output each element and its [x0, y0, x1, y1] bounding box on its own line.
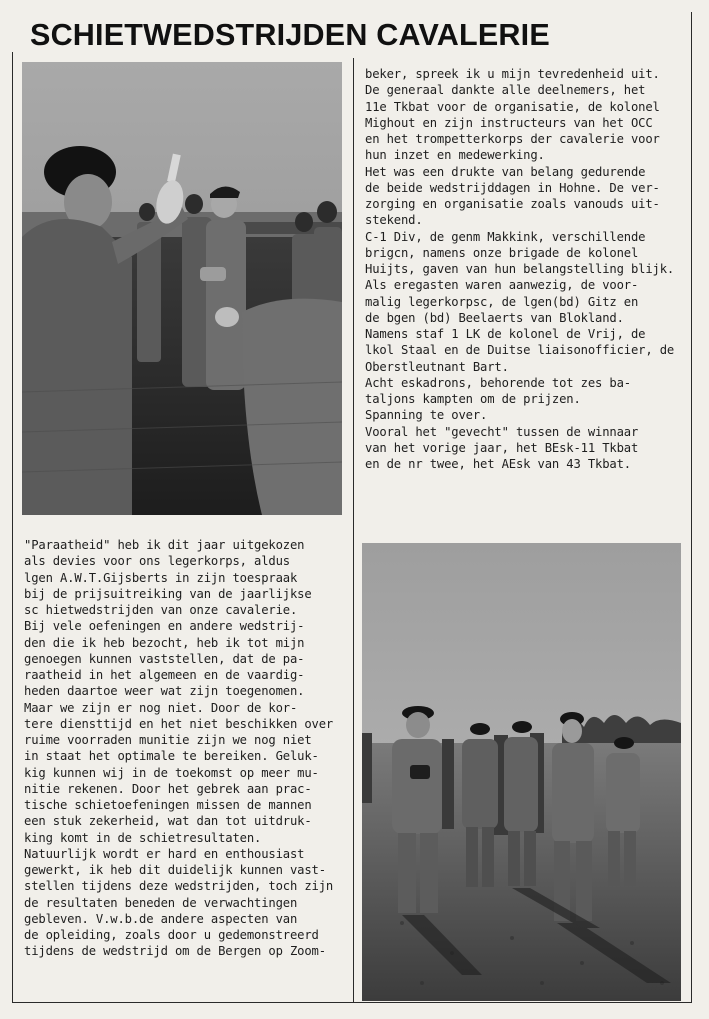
text-line: van het vorige jaar, het BEsk-11 Tkbat: [365, 440, 639, 455]
text-line: malig legerkorpsc, de lgen(bd) Gitz en: [365, 294, 639, 309]
text-line: Het was een drukte van belang gedurende: [365, 164, 646, 179]
text-line: C-1 Div, de genm Makkink, verschillende: [365, 229, 646, 244]
text-line: raatheid in het algemeen en de vaardig-: [24, 668, 305, 682]
text-line: kig kunnen wij in de toekomst op meer mu-: [24, 765, 319, 780]
text-line: de beide wedstrijddagen in Hohne. De ver-: [365, 180, 660, 195]
text-line: en het trompetterkorps der cavalerie voor: [365, 132, 660, 146]
text-line: brigcn, namens onze brigade de kolonel: [365, 245, 639, 260]
text-line: Mighout en zijn instructeurs van het OCC: [365, 115, 653, 130]
text-line: tijdens de wedstrijd om de Bergen op Zoom-: [24, 944, 326, 959]
text-line: king komt in de schietresultaten.: [24, 830, 262, 845]
text-line: gebleven. V.w.b.de andere aspecten van: [24, 911, 298, 926]
text-line: lgen A.W.T.Gijsberts in zijn toespraak: [24, 570, 298, 585]
text-line: de resultaten beneden de verwachtingen: [24, 895, 298, 910]
text-line: Als eregasten waren aanwezig, de voor-: [365, 278, 639, 293]
text-line: een stuk zekerheid, wat dan tot uitdruk-: [24, 814, 312, 829]
text-line: Maar we zijn er nog niet. Door de kor-: [24, 700, 298, 715]
text-line: Vooral het "gevecht" tussen de winnaar: [365, 424, 639, 439]
text-line: 11e Tkbat voor de organisatie, de kolonel: [365, 99, 660, 114]
text-line: de opleiding, zoals door u gedemonstreerd: [24, 928, 319, 942]
photo-soldiers-celebrating: [22, 62, 342, 515]
text-line: taljons kampten om de prijzen.: [365, 392, 581, 406]
text-line: den die ik heb bezocht, heb ik tot mijn: [24, 635, 305, 650]
text-line: De generaal dankte alle deelnemers, het: [365, 83, 646, 98]
text-line: "Paraatheid" heb ik dit jaar uitgekozen: [24, 538, 305, 552]
text-line: hun inzet en medewerking.: [365, 148, 545, 163]
text-line: in staat het optimale te bereiken. Geluk-: [24, 749, 319, 764]
text-line: gewerkt, ik heb dit duidelijk kunnen vast-: [24, 863, 326, 877]
bottom-border-rule: [12, 1002, 692, 1003]
article-headline: SCHIETWEDSTRIJDEN CAVALERIE: [30, 17, 550, 52]
text-line: heden daartoe weer wat zijn toegenomen.: [24, 684, 305, 699]
text-line: Natuurlijk wordt er hard en enthousiast: [24, 846, 305, 861]
photo-soldiers-in-formation: [362, 543, 681, 1001]
text-line: de bgen (bd) Beelaerts van Blokland.: [365, 310, 624, 325]
text-line: Bij vele oefeningen en andere wedstrij-: [24, 619, 305, 634]
article-text-left-column: [24, 537, 349, 960]
text-line: tische schietoefeningen missen de mannen: [24, 798, 312, 812]
article-text-right-column: [365, 66, 685, 472]
column-divider-rule: [353, 58, 354, 1002]
text-line: en de nr twee, het AEsk van 43 Tkbat.: [365, 457, 631, 471]
text-line: Oberstleutnant Bart.: [365, 359, 509, 374]
text-line: Acht eskadrons, behorende tot zes ba-: [365, 375, 631, 390]
text-line: bij de prijsuitreiking van de jaarlijkse: [24, 586, 312, 601]
text-line: beker, spreek ik u mijn tevredenheid uit.: [365, 67, 660, 81]
right-border-rule: [691, 12, 692, 1002]
text-line: stekend.: [365, 213, 423, 228]
text-line: lkol Staal en de Duitse liaisonofficier, de: [365, 343, 675, 358]
text-line: nitie rekenen. Door het gebrek aan prac-: [24, 781, 312, 796]
text-line: Spanning te over.: [365, 408, 488, 423]
text-line: genoegen kunnen vaststellen, dat de pa-: [24, 651, 305, 666]
text-line: Namens staf 1 LK de kolonel de Vrij, de: [365, 327, 646, 341]
text-line: stellen tijdens deze wedstrijden, toch zijn: [24, 879, 334, 894]
left-border-rule: [12, 52, 13, 1002]
text-line: zorging en organisatie zoals vanouds uit-: [365, 197, 660, 211]
text-line: ruime voorraden munitie zijn we nog niet: [24, 733, 312, 747]
text-line: als devies voor ons legerkorps, aldus: [24, 554, 290, 569]
text-line: Huijts, gaven van hun belangstelling blijk.: [365, 262, 675, 276]
text-line: sc hietwedstrijden van onze cavalerie.: [24, 603, 298, 617]
text-line: tere diensttijd en het niet beschikken over: [24, 716, 334, 731]
